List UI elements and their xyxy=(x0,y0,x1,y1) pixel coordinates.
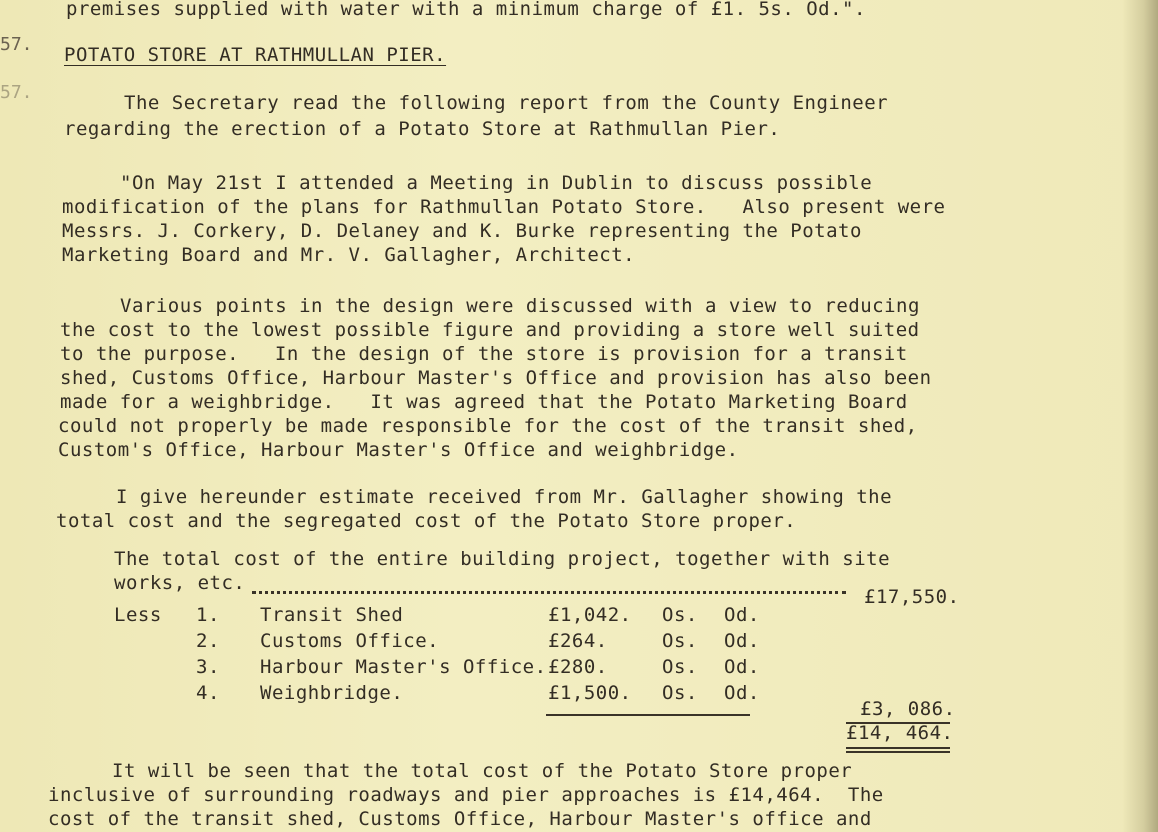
item-shillings: Os. xyxy=(662,604,698,626)
item-shillings: Os. xyxy=(662,682,698,704)
paragraph-1-line-2: modification of the plans for Rathmullan Potato Store. Also present were xyxy=(62,196,946,218)
paragraph-3-line-1: I give hereunder estimate received from Mr. Gallagher showing the xyxy=(116,486,893,508)
item-shillings: Os. xyxy=(662,656,698,678)
section-heading: POTATO STORE AT RATHMULLAN PIER. xyxy=(64,44,447,66)
paragraph-3-line-2: total cost and the segregated cost of the Potato Store proper. xyxy=(56,510,797,532)
item-number: 4. xyxy=(196,682,220,704)
subtotal-rule xyxy=(546,714,750,716)
item-label: Transit Shed xyxy=(260,604,404,626)
paragraph-2-line-5: made for a weighbridge. It was agreed that the Potato Marketing Board xyxy=(60,391,908,413)
paragraph-2-line-1: Various points in the design were discussed with a view to reducing xyxy=(120,295,920,317)
entire-project-total: £17,550. xyxy=(864,586,960,608)
paragraph-2-line-3: to the purpose. In the design of the store is provision for a transit xyxy=(60,343,908,365)
paragraph-2-line-4: shed, Customs Office, Harbour Master's Office and provision has also been xyxy=(60,367,932,389)
paragraph-1-line-3: Messrs. J. Corkery, D. Delaney and K. Burke representing the Potato xyxy=(62,220,862,242)
net-total: £14, 464. xyxy=(846,722,954,744)
item-pounds: £264. xyxy=(548,630,608,652)
item-pounds: £280. xyxy=(548,656,608,678)
item-pence: Od. xyxy=(724,604,760,626)
item-number: 1. xyxy=(196,604,220,626)
item-label: Customs Office. xyxy=(260,630,440,652)
paragraph-5-line-1: It will be seen that the total cost of the Potato Store proper xyxy=(112,760,853,782)
item-pence: Od. xyxy=(724,656,760,678)
paragraph-5-line-2: inclusive of surrounding roadways and pier approaches is £14,464. The xyxy=(48,784,884,806)
item-shillings: Os. xyxy=(662,630,698,652)
paragraph-4-line-2: works, etc. xyxy=(114,572,246,594)
paragraph-2-line-2: the cost to the lowest possible figure and providing a store well suited xyxy=(60,319,920,341)
margin-minute-number-faint: 57. xyxy=(0,82,33,103)
item-pence: Od. xyxy=(724,682,760,704)
paragraph-1-line-1: "On May 21st I attended a Meeting in Dublin to discuss possible xyxy=(120,172,873,194)
less-total: £3, 086. xyxy=(860,698,956,720)
item-number: 3. xyxy=(196,656,220,678)
item-pence: Od. xyxy=(724,630,760,652)
paragraph-4-line-1: The total cost of the entire building project, together with site xyxy=(114,548,891,570)
total-rule-2 xyxy=(846,747,950,749)
intro-line-1: The Secretary read the following report from the County Engineer xyxy=(124,92,889,114)
item-number: 2. xyxy=(196,630,220,652)
paragraph-2-line-7: Custom's Office, Harbour Master's Office and weighbridge. xyxy=(58,439,739,461)
text-line-top: premises supplied with water with a minimum charge of £1. 5s. Od.". xyxy=(66,0,866,20)
less-label: Less xyxy=(114,604,162,626)
total-rule-3 xyxy=(846,751,950,753)
dot-leader xyxy=(252,591,846,594)
paragraph-2-line-6: could not properly be made responsible for the cost of the transit shed, xyxy=(58,415,918,437)
intro-line-2: regarding the erection of a Potato Store at Rathmullan Pier. xyxy=(64,118,781,140)
paragraph-5-line-3: cost of the transit shed, Customs Office, Harbour Master's office and xyxy=(48,808,872,830)
item-pounds: £1,500. xyxy=(548,682,632,704)
item-label: Weighbridge. xyxy=(260,682,404,704)
paragraph-1-line-4: Marketing Board and Mr. V. Gallagher, Architect. xyxy=(62,244,636,266)
margin-minute-number: 57. xyxy=(0,34,33,55)
item-pounds: £1,042. xyxy=(548,604,632,626)
item-label: Harbour Master's Office. xyxy=(260,656,547,678)
book-spine-shadow xyxy=(1122,0,1158,832)
